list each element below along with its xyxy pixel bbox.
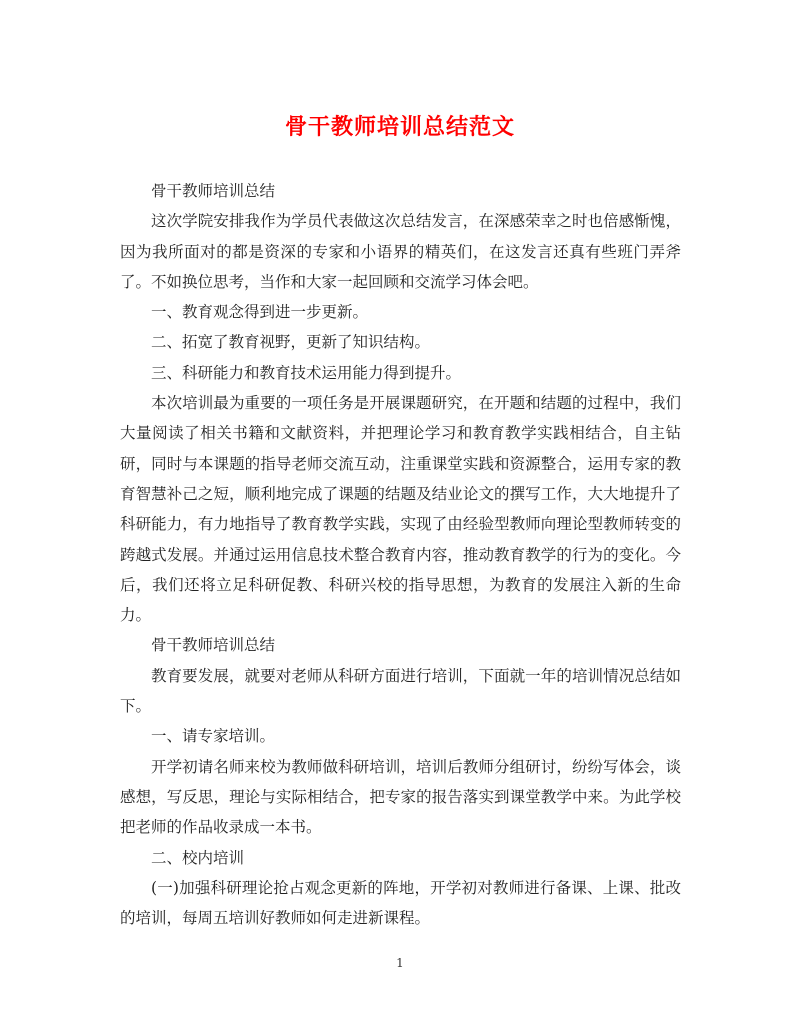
- paragraph: 骨干教师培训总结: [151, 636, 276, 655]
- paragraph: 本次培训最为重要的一项任务是开展课题研究，在开题和结题的过程中，我们大量阅读了相关书籍和文献资料，并把理论学习和教育教学实践相结合，自主钻研，同时与本课题的指导老师交流互动，注重课堂实践和资源整合，运用专家的教育智慧补己之短，顺利地完成了课题的结题及结业论文的撰写工作，大大地提升了科研能力，有力地指导了教育教学实践，实现了由经验型教师向理论型教师转变的跨越式发展。并通过运用信息技术整合教育内容，推动教育教学的行为的变化。今后，我们还将立足科研促教、科研兴校的指导思想，为教育的发展注入新的生命力。: [120, 394, 681, 625]
- paragraph: 一、请专家培训。: [151, 727, 276, 746]
- paragraph: 三、科研能力和教育技术运用能力得到提升。: [151, 363, 462, 382]
- page-number: 1: [396, 956, 404, 970]
- paragraph: 一、教育观念得到进一步更新。: [151, 303, 369, 322]
- paragraph: (一)加强科研理论抢占观念更新的阵地，开学初对教师进行备课、上课、批改的培训，每周五培训好教师如何走进新课程。: [120, 878, 681, 928]
- paragraph: 骨干教师培训总结: [151, 182, 276, 200]
- document-title: 骨干教师培训总结范文: [284, 114, 515, 140]
- paragraph: 开学初请名师来校为教师做科研培训，培训后教师分组研讨，纷纷写体会，谈感想，写反思，理论与实际相结合，把专家的报告落实到课堂教学中来。为此学校把老师的作品收录成一本书。: [120, 757, 681, 837]
- paragraph: 教育要发展，就要对老师从科研方面进行培训，下面就一年的培训情况总结如下。: [120, 666, 681, 716]
- paragraph: 这次学院安排我作为学员代表做这次总结发言，在深感荣幸之时也倍感惭愧，因为我所面对的都是资深的专家和小语界的精英们，在这发言还真有些班门弄斧了。不如换位思考，当作和大家一起回顾和交流学习体会吧。: [120, 212, 681, 291]
- document-body: [120, 176, 681, 933]
- paragraph: 二、校内培训: [151, 848, 245, 867]
- paragraph: 二、拓宽了教育视野，更新了知识结构。: [151, 333, 431, 352]
